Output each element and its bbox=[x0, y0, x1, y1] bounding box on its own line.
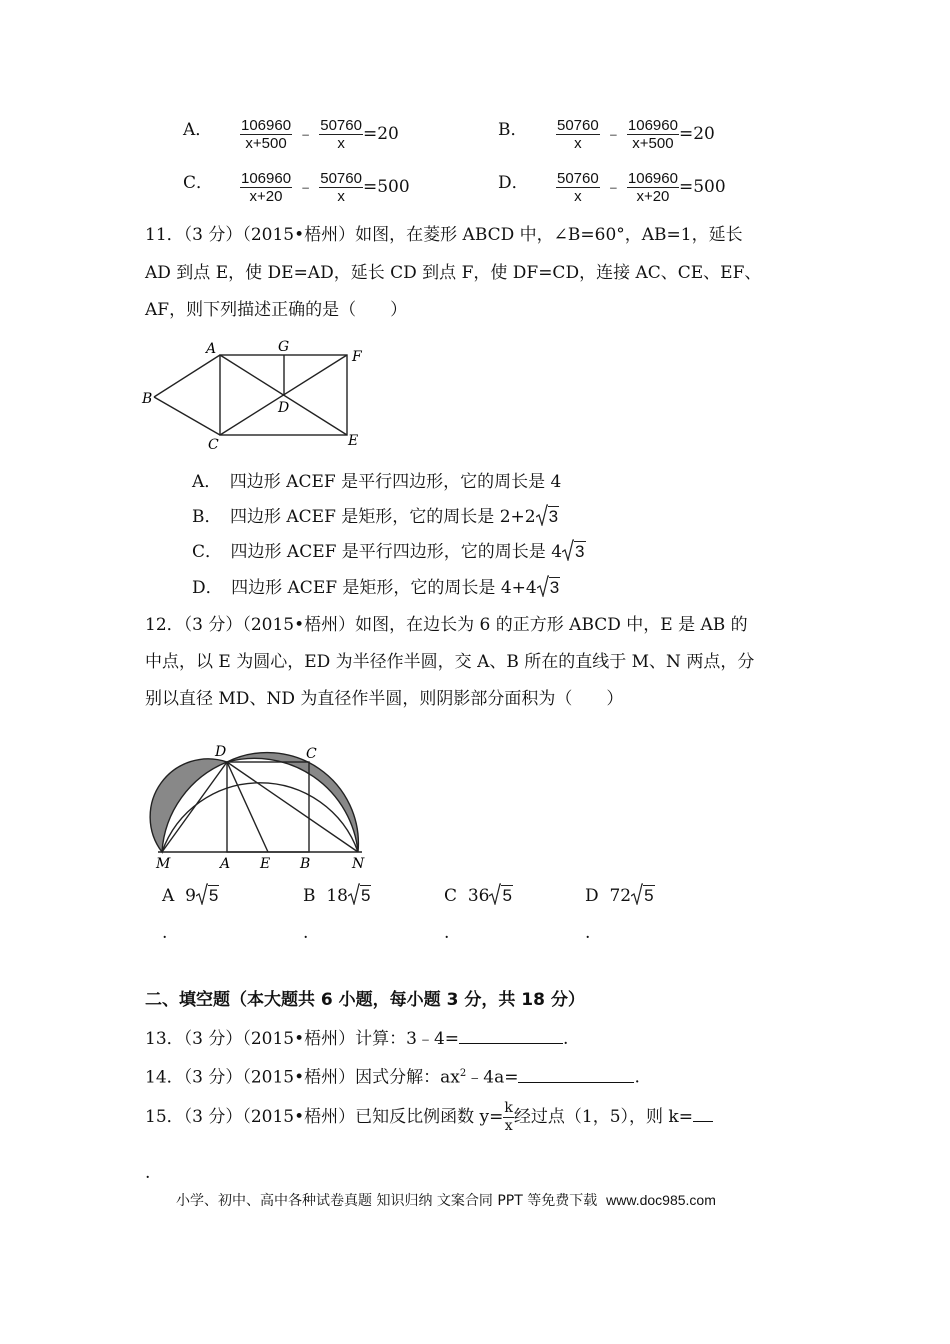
q12-stem-line-2: 中点，以 E 为圆心，ED 为半径作半圆，交 A、B 所在的直线于 M、N 两点，分 bbox=[145, 652, 755, 672]
coefficient: 18 bbox=[326, 886, 348, 906]
sqrt-3 bbox=[562, 541, 585, 563]
coefficient: 72 bbox=[609, 886, 632, 906]
q12-stem-line-3: 别以直径 MD、ND 为直径作半圆，则阴影部分面积为（ ） bbox=[145, 689, 624, 709]
radicand: 5 bbox=[644, 886, 654, 905]
label-b: B bbox=[300, 856, 311, 872]
denominator: x bbox=[574, 188, 582, 205]
numerator: 50760 bbox=[320, 170, 362, 187]
sqrt-5 bbox=[631, 885, 654, 907]
q12-option-d bbox=[585, 885, 655, 907]
fraction bbox=[240, 170, 292, 205]
denominator: x+20 bbox=[636, 188, 670, 205]
sqrt-5 bbox=[489, 885, 512, 907]
q10-option-b-equation bbox=[556, 117, 715, 152]
q14-text: 14．（3 分）（2015•梧州）因式分解：ax bbox=[145, 1067, 460, 1088]
fraction bbox=[240, 117, 292, 152]
q10-option-c bbox=[183, 172, 213, 194]
answer-blank[interactable] bbox=[693, 1105, 713, 1122]
fraction bbox=[627, 117, 679, 152]
numerator: 106960 bbox=[241, 170, 292, 187]
numerator: 50760 bbox=[320, 117, 362, 134]
q14 bbox=[145, 1063, 640, 1089]
radicand: 3 bbox=[548, 507, 559, 526]
edge-bc bbox=[154, 397, 220, 435]
q11-option-c bbox=[192, 541, 586, 563]
rhs: =20 bbox=[362, 124, 399, 144]
option-letter: A bbox=[162, 886, 175, 906]
option-letter: B bbox=[303, 886, 316, 906]
option-text: D． 四边形 ACEF 是矩形，它的周长是 4+4 bbox=[192, 578, 537, 598]
q12-option-a-dot: . bbox=[162, 923, 168, 943]
option-letter: C bbox=[444, 886, 458, 906]
fraction bbox=[319, 170, 363, 205]
q11-stem-line-3: AF，则下列描述正确的是（ ） bbox=[145, 300, 408, 320]
q12-semicircle-figure bbox=[140, 722, 385, 872]
q11-option-b bbox=[192, 506, 559, 528]
sqrt-5 bbox=[196, 885, 219, 907]
rhs: =20 bbox=[678, 124, 715, 144]
coefficient: 36 bbox=[467, 886, 490, 906]
q12-option-a bbox=[162, 885, 219, 907]
q10-option-c-equation bbox=[240, 170, 410, 205]
period: . bbox=[563, 1029, 569, 1049]
label-b: B bbox=[142, 391, 153, 407]
numerator: 50760 bbox=[557, 170, 599, 187]
q10-option-d bbox=[498, 172, 529, 194]
denominator: x+20 bbox=[249, 188, 283, 205]
q15-period: . bbox=[145, 1163, 151, 1183]
q10-option-a-equation bbox=[240, 117, 399, 152]
sqrt-3 bbox=[537, 577, 560, 599]
footer bbox=[176, 1190, 716, 1210]
label-d: D bbox=[215, 744, 227, 760]
q13-text: 13．（3 分）（2015•梧州）计算：3﹣4= bbox=[145, 1029, 460, 1049]
q11-option-a: A． 四边形 ACEF 是平行四边形，它的周长是 4 bbox=[192, 472, 562, 492]
label-m: M bbox=[156, 856, 171, 872]
label-c: C bbox=[208, 437, 219, 453]
q10-option-a bbox=[183, 119, 212, 141]
q10-option-b bbox=[498, 119, 528, 141]
footer-text: 小学、初中、高中各种试卷真题 知识归纳 文案合同 PPT 等免费下载 bbox=[176, 1193, 598, 1209]
q11-rhombus-figure bbox=[140, 335, 380, 455]
option-text: C． 四边形 ACEF 是平行四边形，它的周长是 4 bbox=[192, 542, 563, 562]
q12-option-d-dot: . bbox=[585, 923, 591, 943]
q11-stem-line-2: AD 到点 E，使 DE=AD，延长 CD 到点 F，使 DF=CD，连接 AC、CE、EF、 bbox=[145, 263, 762, 283]
denominator: x bbox=[337, 188, 345, 205]
section-2-heading: 二、填空题（本大题共 6 小题，每小题 3 分，共 18 分） bbox=[145, 990, 585, 1010]
big-semicircle bbox=[162, 783, 358, 852]
fraction bbox=[319, 117, 363, 152]
q15-text: 15．（3 分）（2015•梧州）已知反比例函数 y= bbox=[145, 1107, 504, 1127]
q12-option-c bbox=[444, 885, 513, 907]
coefficient: 9 bbox=[185, 886, 196, 906]
fraction-k-over-x bbox=[503, 1100, 513, 1135]
radicand: 5 bbox=[360, 886, 371, 905]
option-letter: D bbox=[585, 886, 599, 906]
label-a: A bbox=[206, 341, 217, 357]
period: . bbox=[634, 1067, 640, 1088]
numerator: k bbox=[504, 1100, 513, 1116]
sqrt-3 bbox=[536, 506, 559, 528]
radicand: 3 bbox=[549, 578, 560, 597]
exponent: 2 bbox=[459, 1068, 467, 1079]
q12-stem-line-1: 12．（3 分）（2015•梧州）如图，在边长为 6 的正方形 ABCD 中，E 是 AB 的 bbox=[145, 615, 748, 635]
q11-option-d bbox=[192, 577, 560, 599]
radicand: 3 bbox=[575, 542, 585, 561]
fraction bbox=[556, 117, 600, 152]
q12-option-c-dot: . bbox=[444, 923, 450, 943]
denominator: x bbox=[504, 1118, 513, 1134]
label-n: N bbox=[352, 856, 365, 872]
q13 bbox=[145, 1027, 568, 1050]
sqrt-5 bbox=[348, 885, 371, 907]
label-g: G bbox=[278, 339, 290, 355]
label-e: E bbox=[260, 856, 271, 872]
fraction bbox=[556, 170, 600, 205]
minus-sign: ﹣ bbox=[297, 177, 315, 197]
rhs: =500 bbox=[362, 177, 410, 197]
answer-blank[interactable] bbox=[459, 1027, 563, 1044]
edge-ba bbox=[154, 355, 220, 397]
minus-sign: ﹣ bbox=[604, 124, 622, 144]
q10-option-d-equation bbox=[556, 170, 726, 205]
footer-site-link[interactable]: www.doc985.com bbox=[606, 1192, 716, 1208]
denominator: x bbox=[574, 135, 582, 152]
q15 bbox=[145, 1100, 713, 1135]
option-label: D． bbox=[498, 173, 529, 193]
denominator: x+500 bbox=[632, 135, 674, 152]
minus-sign: ﹣ bbox=[297, 124, 315, 144]
option-text: B． 四边形 ACEF 是矩形，它的周长是 2+2 bbox=[192, 507, 536, 527]
label-c: C bbox=[306, 746, 317, 762]
label-d: D bbox=[278, 400, 290, 416]
q15-rest: 经过点（1，5），则 k= bbox=[513, 1107, 693, 1127]
q11-stem-line-1: 11．（3 分）（2015•梧州）如图，在菱形 ABCD 中，∠B=60°，AB=1，延长 bbox=[145, 225, 743, 245]
option-label: B． bbox=[498, 120, 528, 140]
q12-option-b bbox=[303, 885, 371, 907]
label-a: A bbox=[220, 856, 231, 872]
answer-blank[interactable] bbox=[518, 1066, 634, 1083]
option-label: C． bbox=[183, 173, 214, 193]
numerator: 50760 bbox=[557, 117, 599, 134]
numerator: 106960 bbox=[627, 117, 678, 134]
fraction bbox=[627, 170, 679, 205]
label-f: F bbox=[352, 349, 362, 365]
rhs: =500 bbox=[678, 177, 726, 197]
radicand: 5 bbox=[502, 886, 512, 905]
q14-rest: ﹣4a= bbox=[466, 1067, 519, 1088]
radicand: 5 bbox=[208, 886, 219, 905]
q12-option-b-dot: . bbox=[303, 923, 309, 943]
option-label: A． bbox=[183, 120, 213, 140]
numerator: 106960 bbox=[627, 170, 678, 187]
minus-sign: ﹣ bbox=[604, 177, 622, 197]
label-e: E bbox=[348, 433, 359, 449]
numerator: 106960 bbox=[241, 117, 292, 134]
denominator: x+500 bbox=[245, 135, 287, 152]
denominator: x bbox=[337, 135, 345, 152]
